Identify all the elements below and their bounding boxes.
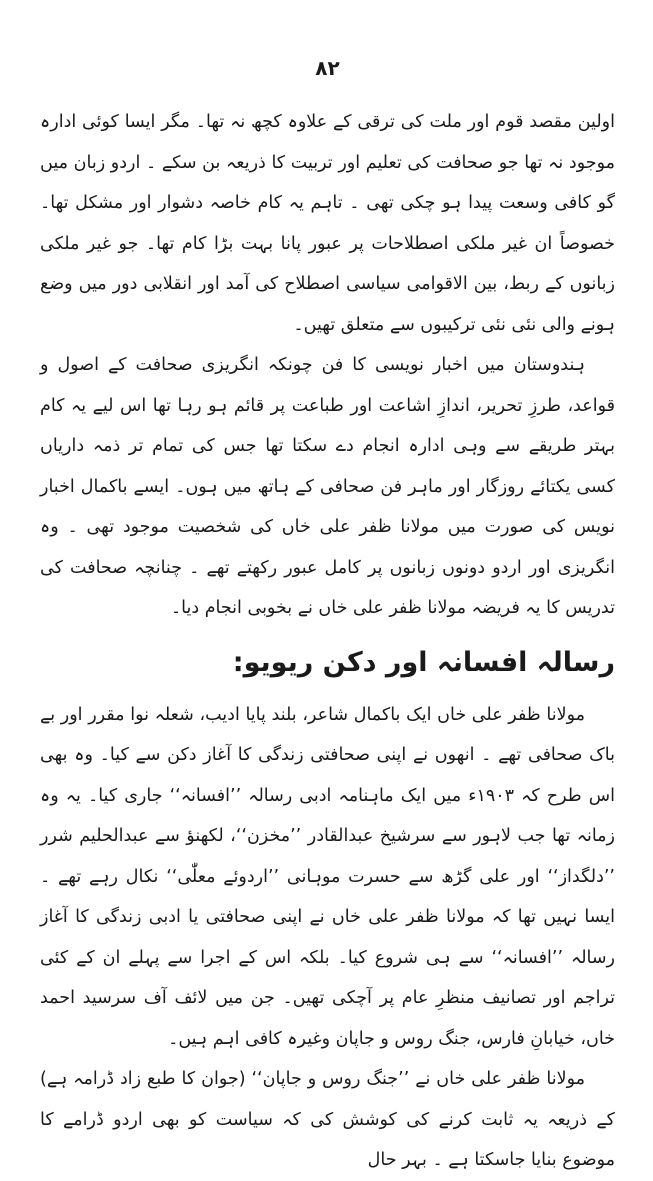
section-heading: رسالہ افسانہ اور دکن ریویو: — [232, 646, 615, 678]
paragraph-4: مولانا ظفر علی خاں نے ’’جنگ روس و جاپان‘‘ (جوان کا طبع زاد ڈرامہ ہے) کے ذریعہ یہ ثابت کرنے کی کوشش کی کہ سیاست کو بھی اردو ڈرامے کا موضوع بنایا جاسکتا ہے ۔ بہر حال — [40, 1069, 615, 1170]
paragraph-2: ہندوستان میں اخبار نویسی کا فن چونکہ انگریزی صحافت کے اصول و قواعد، طرزِ تحریر، اندازِ اشاعت اور طباعت پر قائم ہو رہا تھا اس لیے یہ کام بہتر طریقے سے وہی ادارہ انجام دے سکتا تھا جس کی تمام تر ذمہ داریاں کسی یکتائے روزگار اور ماہر فن صحافی کے ہاتھ میں ہوں۔ ایسے باکمال اخبار نویس کی صورت میں مولانا ظفر علی خاں کی شخصیت موجود تھی ۔ وہ انگریزی اور اردو دونوں زبانوں پر کامل عبور رکھتے تھے ۔ چنانچہ صحافت کی تدریس کا یہ فریضہ مولانا ظفر علی خاں نے بخوبی انجام دیا۔ — [40, 355, 615, 618]
paragraph-3: مولانا ظفر علی خاں ایک باکمال شاعر، بلند پایا ادیب، شعلہ نوا مقرر اور بے باک صحافی تھے ۔ انھوں نے اپنی صحافتی زندگی کا آغاز دکن سے کیا۔ وہ بھی اس طرح کہ ۱۹۰۳ء میں ایک ماہنامہ ادبی رسالہ ’’افسانہ‘‘ جاری کیا۔ یہ وہ زمانہ تھا جب لاہور سے سرشیخ عبدالقادر ’’مخزن‘‘، لکھنؤ سے عبدالحلیم شرر ’’دلگداز‘‘ اور علی گڑھ سے حسرت موہانی ’’اردوئے معلّٰی‘‘ نکال رہے تھے ۔ ایسا نہیں تھا کہ مولانا ظفر علی خاں نے اپنی صحافتی یا ادبی زندگی کا آغاز رسالہ ’’افسانہ‘‘ سے ہی شروع کیا۔ بلکہ اس کے اجرا سے پہلے ان کے کئی تراجم اور تصانیف منظرِ عام پر آچکی تھیں۔ جن میں لائف آف سرسید احمد خاں، خیابانِ فارس، جنگ روس و جاپان وغیرہ کافی اہم ہیں۔ — [40, 704, 615, 1049]
page-number: ۸۲ — [315, 56, 340, 80]
paragraph-1: اولین مقصد قوم اور ملت کی ترقی کے علاوہ کچھ نہ تھا۔ مگر ایسا کوئی ادارہ موجود نہ تھا جو صحافت کی تعلیم اور تربیت کا ذریعہ بن سکے ۔ اردو زبان میں گو کافی وسعت پیدا ہو چکی تھی ۔ تاہم یہ کام خاصہ دشوار اور مشکل تھا۔ خصوصاً ان غیر ملکی اصطلاحات پر عبور پانا بہت بڑا کام تھا۔ جو غیر ملکی زبانوں کے ربط، بین الاقوامی سیاسی اصطلاح کی آمد اور انقلابی دور میں وضع ہونے والی نئی نئی ترکیبوں سے متعلق تھیں۔ — [40, 112, 615, 335]
